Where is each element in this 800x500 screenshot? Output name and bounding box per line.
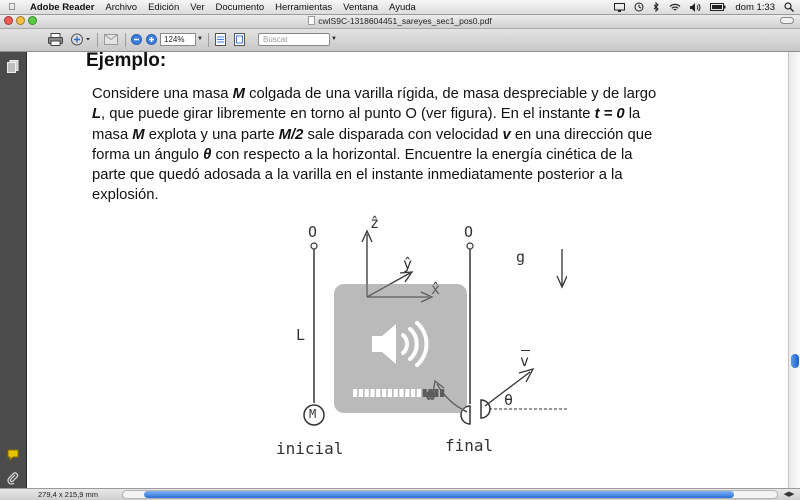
window-title-text: cwlS9C-1318604451_sareyes_sec1_pos0.pdf	[318, 16, 492, 26]
scroll-arrows-icon[interactable]: ◀▶	[783, 491, 795, 498]
statement-variable: M	[132, 126, 145, 143]
status-bar	[0, 488, 800, 500]
rod-length-label: L	[296, 326, 306, 344]
zoom-out-button[interactable]	[130, 32, 142, 47]
volume-hud-overlay	[334, 284, 467, 413]
volume-icon[interactable]	[690, 3, 701, 12]
menu-edicion[interactable]: Edición	[148, 1, 180, 13]
statement-variable: L	[92, 106, 102, 123]
display-icon[interactable]	[614, 3, 625, 12]
volume-segment	[365, 389, 369, 397]
statement-text: explota y una parte	[144, 126, 279, 143]
statement-text: con respecto a la horizontal. Encuentre la energía cinética de la	[211, 146, 633, 163]
zoom-dropdown-chevron-icon[interactable]: ▼	[197, 36, 203, 42]
window-title	[0, 16, 800, 26]
menu-ayuda[interactable]: Ayuda	[389, 1, 416, 13]
statement-text: forma un ángulo	[92, 146, 204, 163]
axis-z-label: ẑ	[370, 214, 380, 232]
statement-text: explosión.	[92, 187, 159, 204]
toolbar-separator	[125, 33, 126, 47]
zoom-level-input[interactable]: 124%	[160, 33, 196, 46]
pivot-right-label: O	[464, 223, 474, 241]
volume-segment	[399, 389, 403, 397]
page-size-readout: 279,4 x 215,9 mm	[38, 490, 99, 499]
search-options-chevron-icon[interactable]: ▼	[331, 36, 337, 42]
menu-archivo[interactable]: Archivo	[105, 1, 138, 13]
gravity-label: g	[516, 248, 526, 266]
axis-y-label: ŷ	[403, 255, 413, 273]
volume-segment	[405, 389, 409, 397]
share-button[interactable]	[70, 32, 92, 47]
menu-herramientas[interactable]: Herramientas	[275, 1, 333, 13]
statement-text: la	[624, 106, 641, 123]
volume-segment	[411, 389, 415, 397]
pages-panel-icon[interactable]	[7, 60, 19, 73]
navigation-sidebar	[0, 52, 27, 488]
volume-segment	[394, 389, 398, 397]
volume-segment	[382, 389, 386, 397]
toolbar-separator	[208, 33, 209, 47]
speaker-icon	[370, 320, 432, 368]
statement-text: en una dirección que	[510, 126, 653, 143]
menu-bar	[0, 0, 800, 15]
volume-segment	[359, 389, 363, 397]
toolbar-separator	[97, 33, 98, 47]
problem-statement	[92, 84, 782, 206]
search-input[interactable]: Buscar	[258, 33, 330, 46]
email-button[interactable]	[103, 32, 119, 47]
zoom-out-icon	[131, 34, 142, 45]
volume-segment	[440, 389, 444, 397]
velocity-label: v	[520, 352, 530, 370]
fit-page-icon	[234, 33, 245, 46]
bluetooth-icon[interactable]	[653, 2, 660, 12]
zoom-in-button[interactable]	[145, 32, 157, 47]
print-button[interactable]	[46, 32, 64, 47]
toolbar	[0, 29, 800, 52]
menu-ver[interactable]: Ver	[190, 1, 205, 13]
caption-initial: inicial	[276, 439, 344, 458]
statement-variable: M/2	[278, 126, 304, 143]
window-title-bar	[0, 15, 800, 29]
statement-variable: M	[232, 86, 245, 102]
comment-icon[interactable]	[7, 449, 19, 462]
statement-text: colgada de una varilla rígida, de masa despreciable y de largo	[244, 86, 657, 102]
angle-label: θ	[504, 391, 514, 409]
volume-segment	[428, 389, 432, 397]
caption-final: final	[445, 436, 494, 455]
menu-documento[interactable]: Documento	[215, 1, 265, 13]
apple-menu-icon[interactable]	[0, 2, 24, 13]
battery-icon[interactable]	[710, 3, 726, 11]
velocity-vector-bar	[521, 350, 530, 351]
vertical-scroll-thumb[interactable]	[791, 354, 799, 368]
statement-text: Considere una masa	[92, 86, 233, 102]
statement-text: masa	[92, 126, 133, 143]
statement-text: sale disparada con velocidad	[303, 126, 503, 143]
volume-segment	[423, 389, 427, 397]
attachment-paperclip-icon[interactable]	[7, 472, 19, 485]
printer-icon	[48, 33, 63, 46]
fit-width-icon	[215, 33, 226, 46]
document-heading: Ejemplo:	[86, 52, 167, 71]
pdf-document-icon	[308, 16, 315, 25]
share-icon	[71, 33, 91, 46]
menubar-status-area	[614, 0, 794, 14]
volume-segment	[376, 389, 380, 397]
zoom-in-icon	[146, 34, 157, 45]
vertical-scrollbar[interactable]	[788, 52, 800, 488]
volume-segment	[388, 389, 392, 397]
volume-segment	[353, 389, 357, 397]
fit-page-button[interactable]	[232, 32, 246, 47]
toolbar-toggle-button[interactable]	[780, 17, 794, 24]
pivot-left-label: O	[308, 223, 318, 241]
volume-segment	[417, 389, 421, 397]
pivot-left-marker	[311, 243, 317, 249]
mass-label: M	[309, 407, 317, 421]
statement-variable: v	[502, 126, 511, 143]
menubar-clock[interactable]: dom 1:33	[735, 1, 775, 13]
statement-variable: t = 0	[594, 106, 625, 123]
envelope-icon	[104, 34, 118, 45]
pdf-page[interactable]	[27, 52, 788, 488]
statement-variable: θ	[203, 146, 212, 163]
statement-text: parte que quedó adosada a la varilla en el instante inmediatamente posterior a la	[92, 167, 623, 184]
spotlight-search-icon[interactable]	[784, 2, 794, 12]
menu-ventana[interactable]: Ventana	[343, 1, 379, 13]
fit-width-button[interactable]	[213, 32, 227, 47]
pivot-right-marker	[467, 243, 473, 249]
volume-segment	[370, 389, 374, 397]
menu-app-name[interactable]: Adobe Reader	[30, 1, 95, 13]
volume-level-bar	[353, 388, 447, 398]
time-machine-icon[interactable]	[634, 2, 644, 12]
volume-segment	[434, 389, 438, 397]
horizontal-scroll-thumb[interactable]	[144, 491, 734, 498]
statement-text: , que puede girar libremente en torno al punto O (ver figura). En el instante	[101, 106, 595, 123]
wifi-icon[interactable]	[669, 3, 681, 12]
